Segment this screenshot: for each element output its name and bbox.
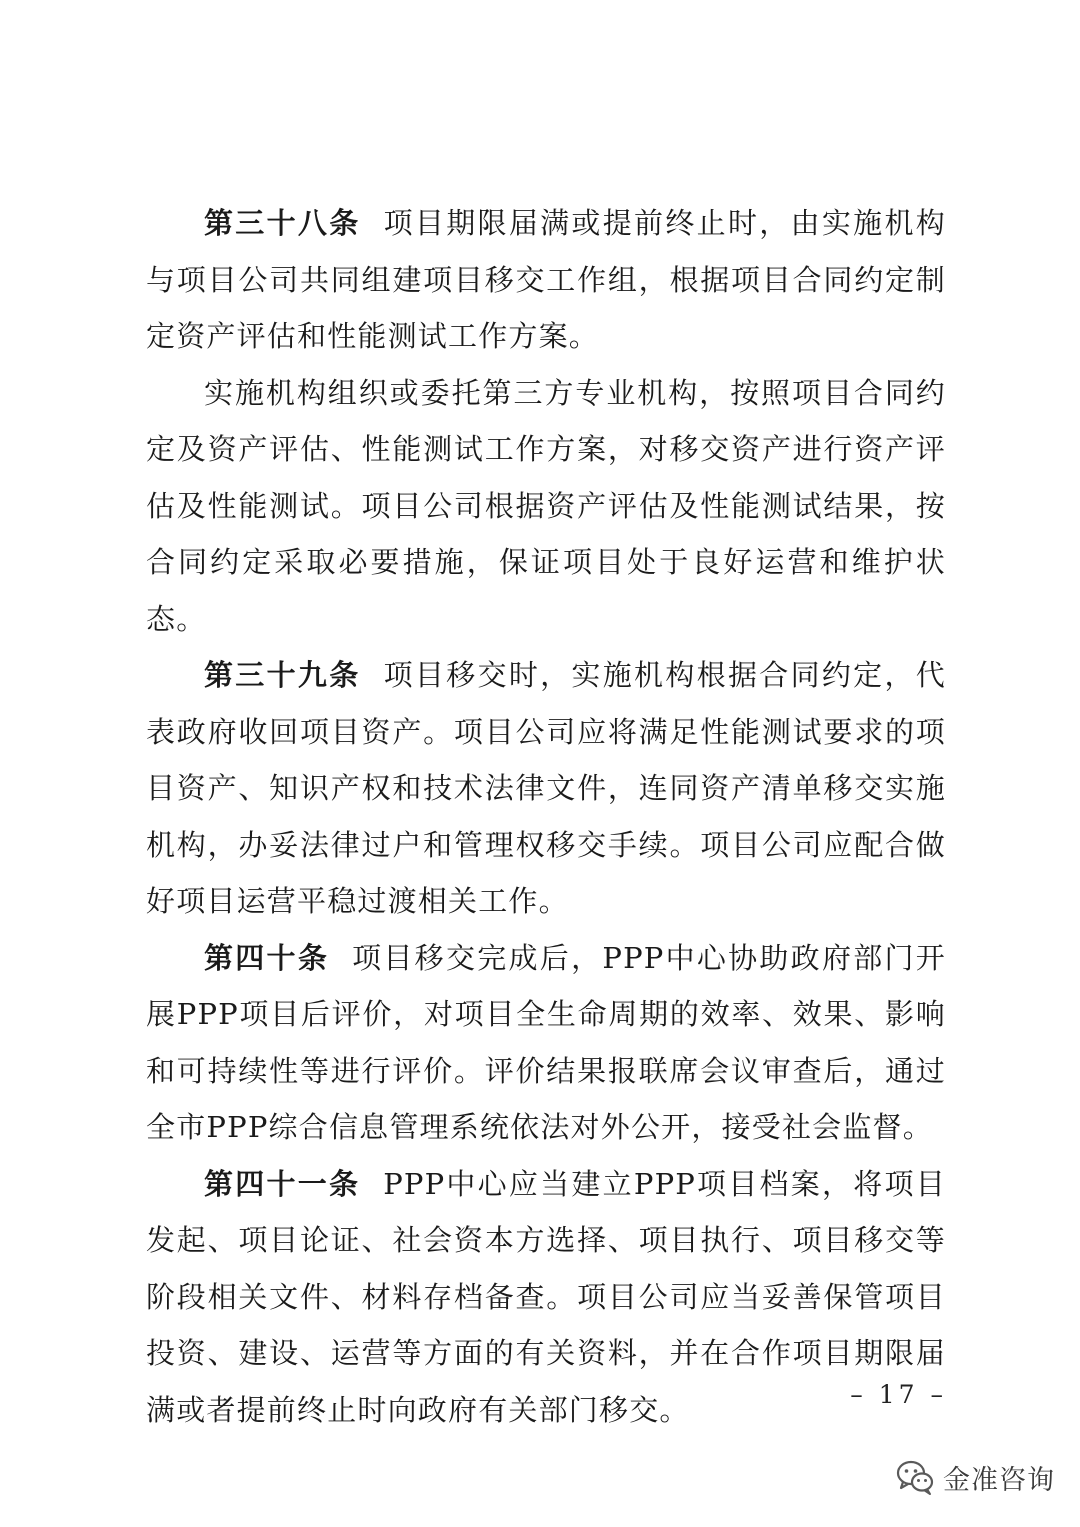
article-text: PPP中心应当建立PPP项目档案，将项目发起、项目论证、社会资本方选择、项目执行、项目移交等阶段相关文件、材料存档备查。项目公司应当妥善保管项目投资、建设、运营等方面的有关资料，并在合作项目期限届满或者提前终止时向政府有关部门移交。 bbox=[146, 1166, 946, 1427]
article-text: 项目移交完成后，PPP中心协助政府部门开展PPP项目后评价，对项目全生命周期的效率、效果、影响和可持续性等进行评价。评价结果报联席会议审查后，通过全市PPP综合信息管理系统依法对外公开，接受社会监督。 bbox=[146, 940, 946, 1144]
article-39 bbox=[146, 647, 946, 930]
document-body bbox=[146, 195, 946, 1438]
article-text: 项目移交时，实施机构根据合同约定，代表政府收回项目资产。项目公司应将满足性能测试要求的项目资产、知识产权和技术法律文件，连同资产清单移交实施机构，办妥法律过户和管理权移交手续。项目公司应配合做好项目运营平稳过渡相关工作。 bbox=[146, 658, 946, 918]
watermark-label: 金准咨询 bbox=[943, 1464, 1055, 1496]
article-heading: 第四十条 bbox=[204, 940, 330, 975]
article-40 bbox=[146, 930, 946, 1156]
article-38-paragraph-2 bbox=[146, 365, 946, 648]
article-text: 项目期限届满或提前终止时，由实施机构与项目公司共同组建项目移交工作组，根据项目合同约定制定资产评估和性能测试工作方案。 bbox=[146, 206, 946, 353]
page-number: – 17 – bbox=[850, 1380, 947, 1409]
wechat-icon bbox=[895, 1457, 935, 1497]
article-41 bbox=[146, 1156, 946, 1439]
watermark bbox=[895, 1455, 1055, 1499]
article-38 bbox=[146, 195, 946, 365]
article-heading: 第三十九条 bbox=[204, 658, 361, 692]
article-heading: 第四十一条 bbox=[204, 1166, 361, 1201]
article-heading: 第三十八条 bbox=[204, 206, 361, 240]
article-text: 实施机构组织或委托第三方专业机构，按照项目合同约定及资产评估、性能测试工作方案，对移交资产进行资产评估及性能测试。项目公司根据资产评估及性能测试结果，按合同约定采取必要措施，保证项目处于良好运营和维护状态。 bbox=[146, 375, 946, 636]
